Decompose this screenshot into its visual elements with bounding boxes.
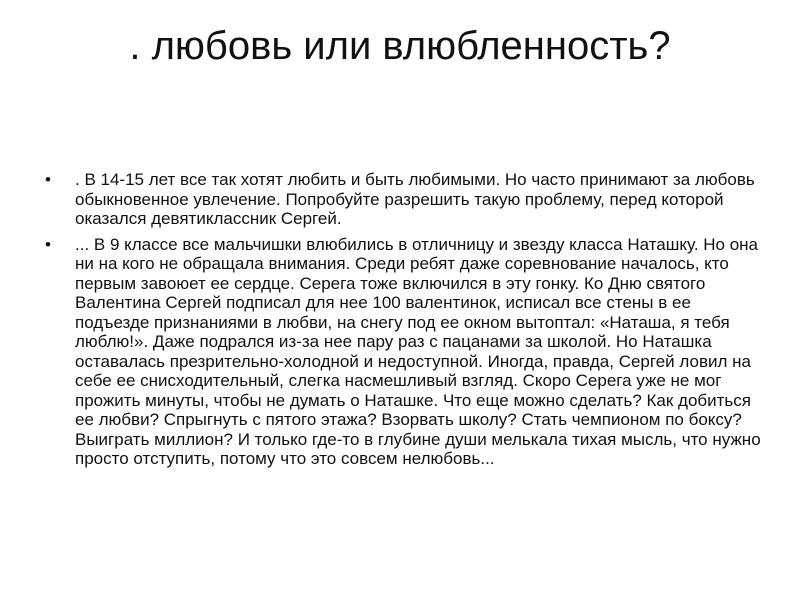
bullet-text: ... В 9 классе все мальчишки влюбились в отличницу и звезду класса Наташку. Но она ни на кого не обращала внимания. Среди ребят даже соревнование началось, кто первым завоюет ее сердце. Серега тоже включился в эту гонку. Ко Дню святого Валентина Сергей подписал для нее 100 валентинок, исписал все стены в ее подъезде признаниями в любви, на снегу под ее окном вытоптал: «Наташа, я тебя люблю!». Даже подрался из-за нее пару раз с пацанами за школой. Но Наташка оставалась презрительно-холодной и недоступной. Иногда, правда, Сергей ловил на себе ее снисходительный, слегка насмешливый взгляд. Скоро Серега уже не мог прожить минуты, чтобы не думать о Наташке. Что еще можно сделать? Как добиться ее любви? Спрыгнуть с пятого этажа? Взорвать школу? Стать чемпионом по боксу? Выиграть миллион? И только где-то в глубине души мелькала тихая мысль, что нужно просто отступить, потому что это совсем нелюбовь...: [75, 234, 761, 468]
bullet-item-1: [45, 170, 765, 229]
bullet-marker-icon: •: [45, 234, 51, 254]
bullet-item-2: [45, 235, 765, 469]
bullet-text: . В 14-15 лет все так хотят любить и быть любимыми. Но часто принимают за любовь обыкновенное увлечение. Попробуйте разрешить такую проблему, перед которой оказался девятиклассник Сергей.: [75, 170, 755, 228]
bullet-list: [45, 170, 765, 475]
bullet-marker-icon: •: [45, 170, 51, 189]
slide-title: . любовь или влюбленность?: [129, 24, 671, 68]
